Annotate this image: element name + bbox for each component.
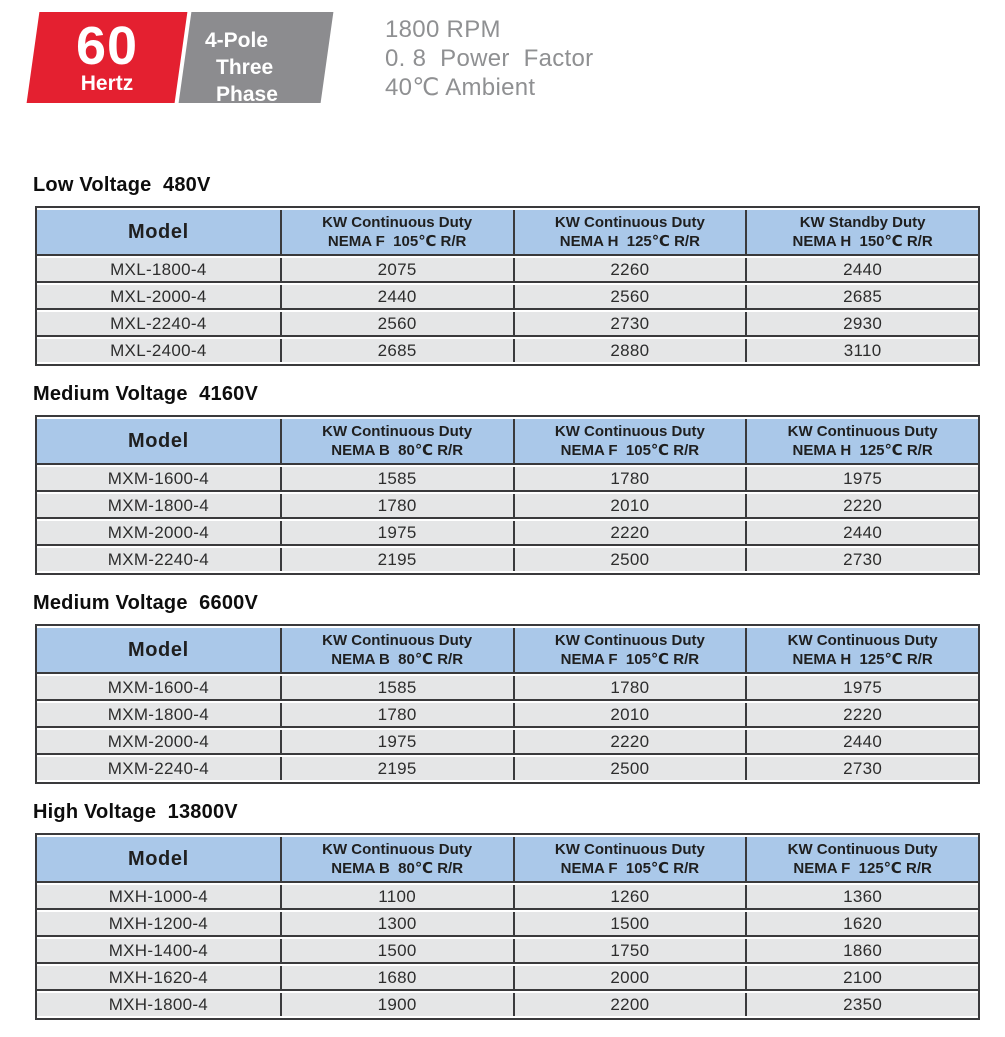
table-header-row	[37, 210, 978, 256]
kw-value-cell: 2560	[513, 285, 746, 310]
kw-value-cell: 2010	[513, 494, 746, 519]
kw-value-cell: 1975	[280, 730, 513, 755]
ratings-table-grid	[37, 626, 978, 782]
col-header-kw: KW Continuous Duty NEMA F 105℃ R/R	[513, 837, 746, 883]
col-header-model: Model	[37, 210, 280, 256]
kw-value-cell: 2220	[513, 521, 746, 546]
model-cell: MXM-1600-4	[37, 676, 280, 701]
section-title: Low Voltage 480V	[33, 174, 211, 196]
ratings-table	[35, 206, 980, 366]
ratings-summary	[385, 12, 593, 103]
rpm-text: 1800 RPM	[385, 16, 501, 43]
table-body	[37, 885, 978, 1016]
kw-value-cell: 1500	[280, 939, 513, 964]
ratings-table-grid	[37, 835, 978, 1018]
model-cell: MXM-1800-4	[37, 494, 280, 519]
frequency-badge-content	[33, 12, 181, 103]
kw-value-cell: 1780	[280, 703, 513, 728]
kw-value-cell: 1360	[745, 885, 978, 910]
kw-value-cell: 2100	[745, 966, 978, 991]
col-header-kw: KW Continuous Duty NEMA F 105℃ R/R	[513, 628, 746, 674]
model-cell: MXH-1400-4	[37, 939, 280, 964]
kw-value-cell: 1585	[280, 467, 513, 492]
table-row	[37, 730, 978, 755]
kw-value-cell: 1300	[280, 912, 513, 937]
model-cell: MXH-1620-4	[37, 966, 280, 991]
col-header-kw: KW Continuous Duty NEMA F 105℃ R/R	[513, 419, 746, 465]
model-cell: MXM-2000-4	[37, 521, 280, 546]
kw-value-cell: 1750	[513, 939, 746, 964]
kw-value-cell: 2010	[513, 703, 746, 728]
table-row	[37, 757, 978, 780]
col-header-kw: KW Continuous Duty NEMA H 125℃ R/R	[745, 628, 978, 674]
kw-value-cell: 2730	[745, 548, 978, 571]
table-row	[37, 521, 978, 546]
kw-value-cell: 2500	[513, 548, 746, 571]
col-header-model: Model	[37, 628, 280, 674]
voltage-section	[35, 592, 980, 784]
kw-value-cell: 2195	[280, 757, 513, 780]
kw-value-cell: 1780	[513, 676, 746, 701]
kw-value-cell: 2440	[745, 258, 978, 283]
model-cell: MXL-1800-4	[37, 258, 280, 283]
kw-value-cell: 1585	[280, 676, 513, 701]
section-title: High Voltage 13800V	[33, 801, 238, 823]
model-cell: MXM-2240-4	[37, 548, 280, 571]
kw-value-cell: 2200	[513, 993, 746, 1016]
table-row	[37, 258, 978, 283]
frequency-unit: Hertz	[80, 72, 134, 95]
col-header-kw: KW Continuous Duty NEMA F 125℃ R/R	[745, 837, 978, 883]
kw-value-cell: 2685	[280, 339, 513, 362]
ambient-text: 40℃ Ambient	[385, 74, 536, 101]
table-header-row	[37, 837, 978, 883]
col-header-kw: KW Continuous Duty NEMA F 105℃ R/R	[280, 210, 513, 256]
frequency-badge	[27, 12, 188, 103]
section-title: Medium Voltage 6600V	[33, 592, 259, 614]
ratings-table	[35, 624, 980, 784]
model-cell: MXL-2240-4	[37, 312, 280, 337]
kw-value-cell: 2220	[745, 703, 978, 728]
model-cell: MXM-1600-4	[37, 467, 280, 492]
ratings-table	[35, 415, 980, 575]
table-row	[37, 467, 978, 492]
model-cell: MXH-1000-4	[37, 885, 280, 910]
kw-value-cell: 1975	[280, 521, 513, 546]
kw-value-cell: 1100	[280, 885, 513, 910]
table-row	[37, 676, 978, 701]
voltage-section	[35, 801, 980, 1020]
kw-value-cell: 2075	[280, 258, 513, 283]
kw-value-cell: 1780	[513, 467, 746, 492]
col-header-kw: KW Continuous Duty NEMA H 125℃ R/R	[745, 419, 978, 465]
section-title: Medium Voltage 4160V	[33, 383, 259, 405]
kw-value-cell: 2880	[513, 339, 746, 362]
table-body	[37, 467, 978, 571]
model-cell: MXL-2000-4	[37, 285, 280, 310]
voltage-section	[35, 383, 980, 575]
col-header-kw: KW Continuous Duty NEMA B 80℃ R/R	[280, 837, 513, 883]
header-band	[33, 12, 594, 106]
pole-label: 4-Pole	[205, 29, 269, 52]
frequency-value: 60	[75, 16, 139, 76]
table-row	[37, 939, 978, 964]
model-cell: MXH-1200-4	[37, 912, 280, 937]
kw-value-cell: 2000	[513, 966, 746, 991]
kw-value-cell: 2560	[280, 312, 513, 337]
table-row	[37, 339, 978, 362]
table-body	[37, 258, 978, 362]
model-cell: MXM-2000-4	[37, 730, 280, 755]
pole-phase-badge	[179, 12, 334, 106]
table-row	[37, 494, 978, 519]
kw-value-cell: 1975	[745, 467, 978, 492]
kw-value-cell: 1975	[745, 676, 978, 701]
kw-value-cell: 2730	[513, 312, 746, 337]
table-row	[37, 912, 978, 937]
col-header-model: Model	[37, 419, 280, 465]
pole-phase-badge-content	[185, 12, 327, 106]
kw-value-cell: 2730	[745, 757, 978, 780]
kw-value-cell: 2440	[280, 285, 513, 310]
table-row	[37, 312, 978, 337]
kw-value-cell: 1780	[280, 494, 513, 519]
kw-value-cell: 1680	[280, 966, 513, 991]
ratings-table	[35, 833, 980, 1020]
model-cell: MXH-1800-4	[37, 993, 280, 1016]
kw-value-cell: 2930	[745, 312, 978, 337]
voltage-sections	[35, 174, 980, 1037]
kw-value-cell: 2685	[745, 285, 978, 310]
col-header-kw: KW Continuous Duty NEMA H 125℃ R/R	[513, 210, 746, 256]
kw-value-cell: 1900	[280, 993, 513, 1016]
kw-value-cell: 2220	[745, 494, 978, 519]
table-body	[37, 676, 978, 780]
col-header-kw: KW Continuous Duty NEMA B 80℃ R/R	[280, 419, 513, 465]
ratings-table-grid	[37, 208, 978, 364]
kw-value-cell: 2500	[513, 757, 746, 780]
kw-value-cell: 2440	[745, 521, 978, 546]
table-header-row	[37, 419, 978, 465]
table-row	[37, 703, 978, 728]
power-factor-text: 0. 8 Power Factor	[385, 45, 594, 72]
kw-value-cell: 2195	[280, 548, 513, 571]
model-cell: MXL-2400-4	[37, 339, 280, 362]
table-row	[37, 885, 978, 910]
kw-value-cell: 1620	[745, 912, 978, 937]
table-row	[37, 285, 978, 310]
voltage-section	[35, 174, 980, 366]
ratings-table-grid	[37, 417, 978, 573]
kw-value-cell: 1500	[513, 912, 746, 937]
kw-value-cell: 2350	[745, 993, 978, 1016]
kw-value-cell: 1860	[745, 939, 978, 964]
table-header-row	[37, 628, 978, 674]
model-cell: MXM-2240-4	[37, 757, 280, 780]
model-cell: MXM-1800-4	[37, 703, 280, 728]
kw-value-cell: 2440	[745, 730, 978, 755]
kw-value-cell: 2260	[513, 258, 746, 283]
phase-label: Three Phase	[216, 56, 278, 106]
col-header-kw: KW Standby Duty NEMA H 150℃ R/R	[745, 210, 978, 256]
kw-value-cell: 1260	[513, 885, 746, 910]
col-header-kw: KW Continuous Duty NEMA B 80℃ R/R	[280, 628, 513, 674]
table-row	[37, 548, 978, 571]
kw-value-cell: 3110	[745, 339, 978, 362]
kw-value-cell: 2220	[513, 730, 746, 755]
table-row	[37, 966, 978, 991]
table-row	[37, 993, 978, 1016]
col-header-model: Model	[37, 837, 280, 883]
